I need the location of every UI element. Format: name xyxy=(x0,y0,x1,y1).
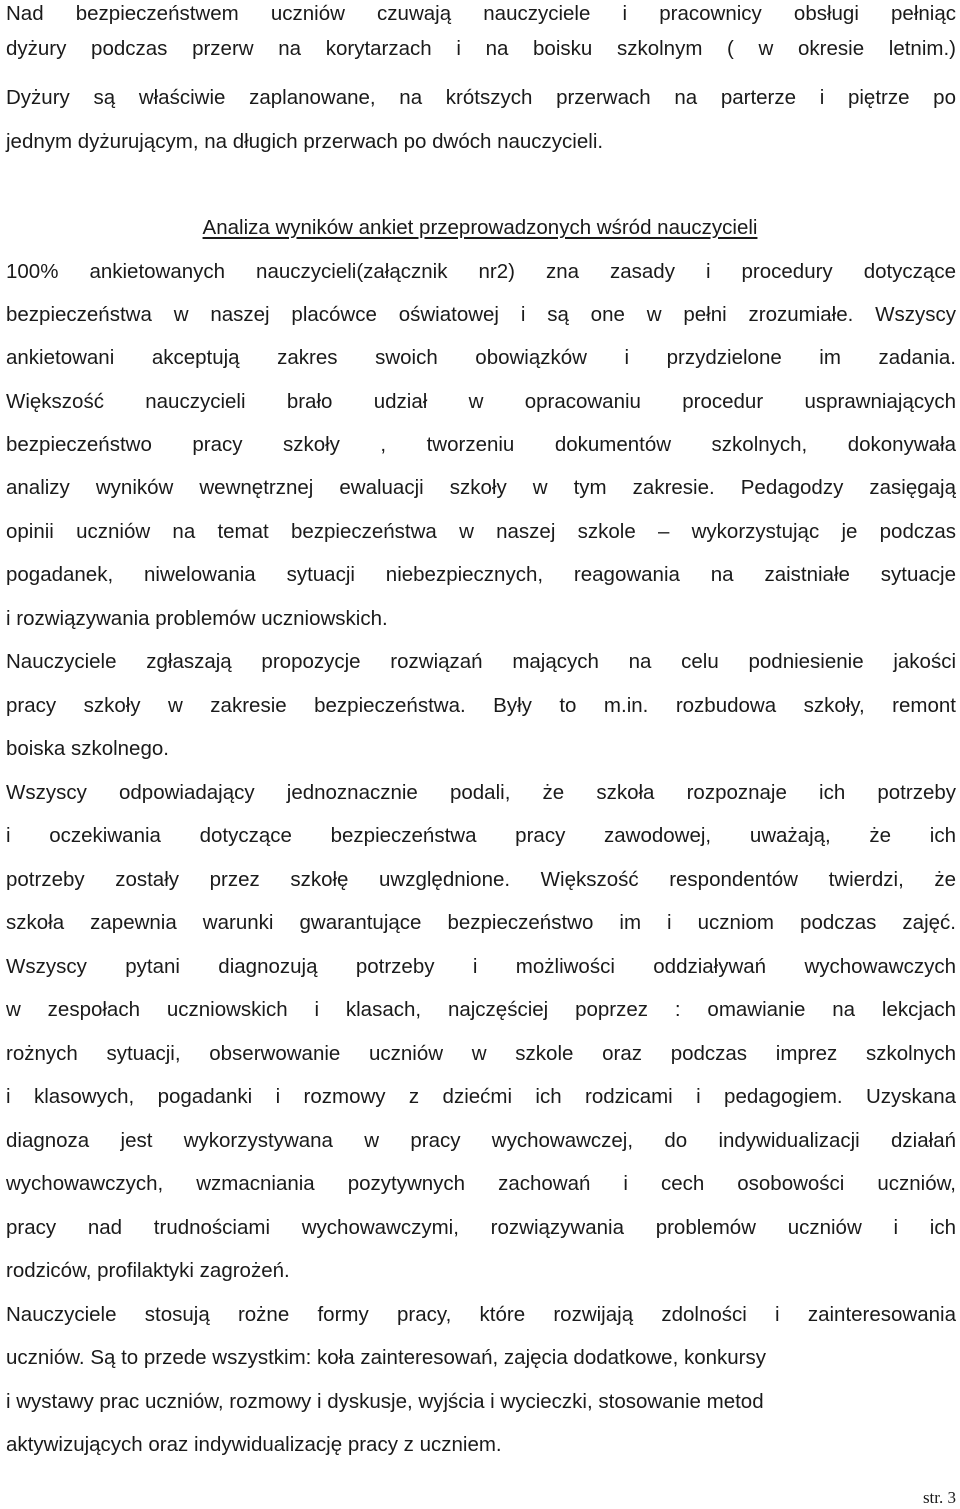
body-line-5: bezpieczeństwo pracy szkoły , tworzeniu dokumentów szkolnych, dokonywała xyxy=(6,433,956,456)
intro-line-3: Dyżury są właściwie zaplanowane, na krótszych przerwach na parterze i piętrze po xyxy=(6,86,956,109)
body-line-17: Wszyscy pytani diagnozują potrzeby i możliwości oddziaływań wychowawczych xyxy=(6,955,956,978)
body-line-21: diagnoza jest wykorzystywana w pracy wychowawczej, do indywidualizacji działań xyxy=(6,1129,956,1152)
body-line-18: w zespołach uczniowskich i klasach, najczęściej poprzez : omawianie na lekcjach xyxy=(6,998,956,1021)
body-line-22: wychowawczych, wzmacniania pozytywnych zachowań i cech osobowości uczniów, xyxy=(6,1172,956,1195)
intro-line-2: dyżury podczas przerw na korytarzach i na boisku szkolnym ( w okresie letnim.) xyxy=(6,37,956,60)
body-line-12: boiska szkolnego. xyxy=(6,737,169,760)
body-line-24: rodziców, profilaktyki zagrożeń. xyxy=(6,1259,290,1282)
body-line-27: i wystawy prac uczniów, rozmowy i dyskusje, wyjścia i wycieczki, stosowanie metod xyxy=(6,1390,764,1413)
body-line-3: ankietowani akceptują zakres swoich obowiązków i przydzielone im zadania. xyxy=(6,346,956,369)
body-line-4: Większość nauczycieli brało udział w opracowaniu procedur usprawniających xyxy=(6,390,956,413)
body-line-11: pracy szkoły w zakresie bezpieczeństwa. Były to m.in. rozbudowa szkoły, remont xyxy=(6,694,956,717)
body-line-1: 100% ankietowanych nauczycieli(załącznik nr2) zna zasady i procedury dotyczące xyxy=(6,260,956,283)
page-number: str. 3 xyxy=(922,1488,956,1507)
body-line-15: potrzeby zostały przez szkołę uwzględnione. Większość respondentów twierdzi, że xyxy=(6,868,956,891)
body-line-20: i klasowych, pogadanki i rozmowy z dziećmi ich rodzicami i pedagogiem. Uzyskana xyxy=(6,1085,956,1108)
body-line-7: opinii uczniów na temat bezpieczeństwa w naszej szkole – wykorzystując je podczas xyxy=(6,520,956,543)
body-line-26: uczniów. Są to przede wszystkim: koła zainteresowań, zajęcia dodatkowe, konkursy xyxy=(6,1346,767,1369)
body-line-23: pracy nad trudnościami wychowawczymi, rozwiązywania problemów uczniów i ich xyxy=(6,1216,956,1239)
body-line-6: analizy wyników wewnętrznej ewaluacji szkoły w tym zakresie. Pedagodzy zasięgają xyxy=(6,476,956,499)
body-line-2: bezpieczeństwa w naszej placówce oświatowej i są one w pełni zrozumiałe. Wszyscy xyxy=(6,303,956,326)
section-heading: Analiza wyników ankiet przeprowadzonych wśród nauczycieli xyxy=(202,216,758,239)
body-line-14: i oczekiwania dotyczące bezpieczeństwa pracy zawodowej, uważają, że ich xyxy=(6,824,956,847)
body-line-8: pogadanek, niwelowania sytuacji niebezpiecznych, reagowania na zaistniałe sytuacje xyxy=(6,563,956,586)
intro-line-4: jednym dyżurującym, na długich przerwach po dwóch nauczycieli. xyxy=(6,130,604,153)
body-line-25: Nauczyciele stosują rożne formy pracy, które rozwijają zdolności i zainteresowania xyxy=(6,1303,956,1326)
body-line-19: rożnych sytuacji, obserwowanie uczniów w szkole oraz podczas imprez szkolnych xyxy=(6,1042,956,1065)
body-line-28: aktywizujących oraz indywidualizację pracy z uczniem. xyxy=(6,1433,502,1456)
body-line-9: i rozwiązywania problemów uczniowskich. xyxy=(6,607,388,630)
body-line-10: Nauczyciele zgłaszają propozycje rozwiązań mających na celu podniesienie jakości xyxy=(6,650,956,673)
body-line-13: Wszyscy odpowiadający jednoznacznie podali, że szkoła rozpoznaje ich potrzeby xyxy=(6,781,956,804)
body-line-16: szkoła zapewnia warunki gwarantujące bezpieczeństwo im i uczniom podczas zajęć. xyxy=(6,911,956,934)
intro-line-1: Nad bezpieczeństwem uczniów czuwają nauczyciele i pracownicy obsługi pełniąc xyxy=(6,2,956,25)
